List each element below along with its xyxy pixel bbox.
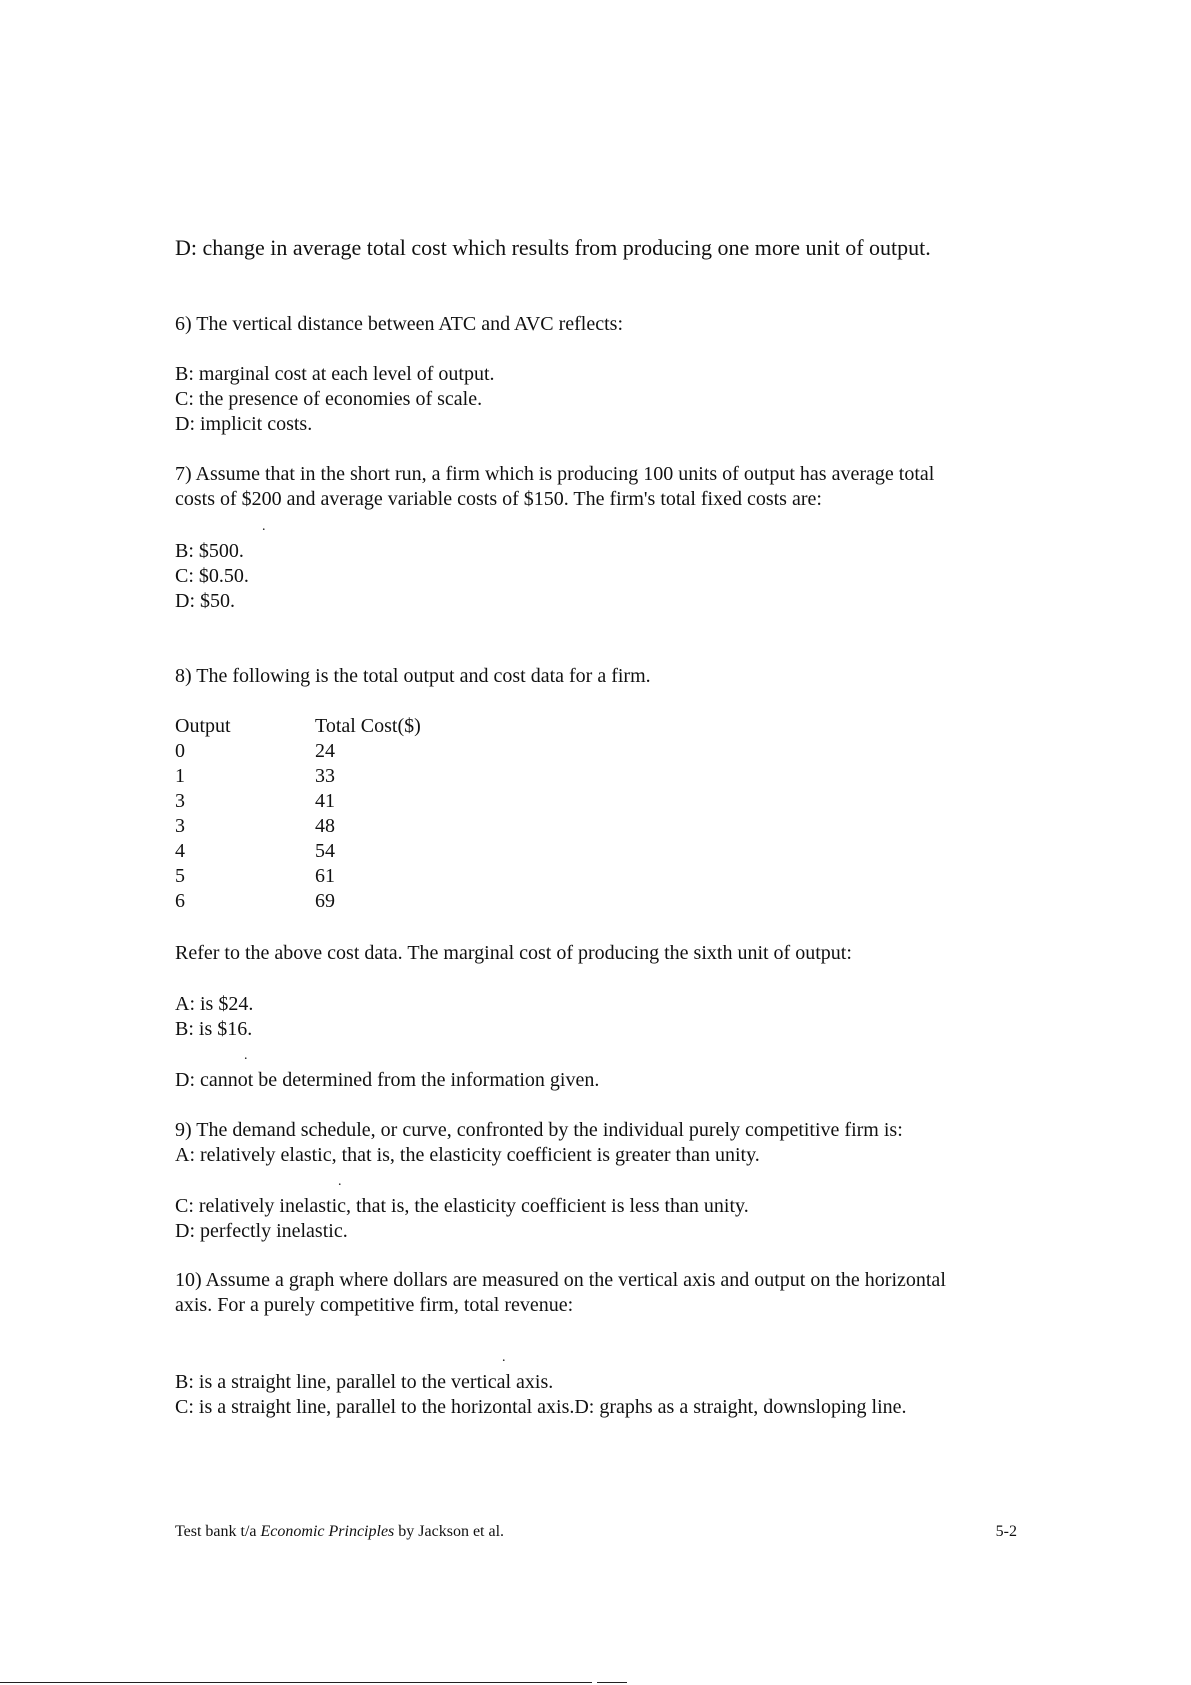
q7-question-line1: 7) Assume that in the short run, a firm which is producing 100 units of output has average total — [175, 463, 935, 485]
q8-option-d: D: cannot be determined from the information given. — [175, 1069, 600, 1091]
q7-option-d: D: $50. — [175, 590, 235, 612]
q8-option-b: B: is $16. — [175, 1018, 253, 1040]
table-cell: 1 — [175, 765, 185, 787]
q5-option-d: D: change in average total cost which results from producing one more unit of output. — [175, 235, 931, 260]
q8-option-a: A: is $24. — [175, 993, 254, 1015]
q9-question: 9) The demand schedule, or curve, confronted by the individual purely competitive firm is: — [175, 1119, 903, 1141]
stray-dot: . — [338, 1174, 342, 1189]
q9-option-a: A: relatively elastic, that is, the elasticity coefficient is greater than unity. — [175, 1144, 760, 1166]
table-header-cell: Output — [175, 715, 231, 737]
q9-option-d: D: perfectly inelastic. — [175, 1220, 348, 1242]
q10-option-b: B: is a straight line, parallel to the vertical axis. — [175, 1371, 554, 1393]
page-footer — [175, 1522, 1017, 1542]
footer-suffix: by Jackson et al. — [394, 1523, 505, 1540]
q8-reference: Refer to the above cost data. The marginal cost of producing the sixth unit of output: — [175, 942, 852, 964]
table-cell: 69 — [315, 890, 335, 912]
table-cell: 33 — [315, 765, 335, 787]
table-cell: 3 — [175, 815, 185, 837]
q6-question: 6) The vertical distance between ATC and AVC reflects: — [175, 313, 624, 335]
q6-option-c: C: the presence of economies of scale. — [175, 388, 483, 410]
q9-option-c: C: relatively inelastic, that is, the elasticity coefficient is less than unity. — [175, 1195, 749, 1217]
table-cell: 4 — [175, 840, 185, 862]
q7-question-line2: costs of $200 and average variable costs of $150. The firm's total fixed costs are: — [175, 488, 822, 510]
q10-option-c-d: C: is a straight line, parallel to the horizontal axis.D: graphs as a straight, downsloping line. — [175, 1396, 907, 1418]
table-cell: 41 — [315, 790, 335, 812]
table-cell: 54 — [315, 840, 335, 862]
stray-dot: . — [262, 519, 266, 534]
q8-question: 8) The following is the total output and cost data for a firm. — [175, 665, 651, 687]
q7-option-c: C: $0.50. — [175, 565, 249, 587]
table-header-cell: Total Cost($) — [315, 715, 421, 737]
table-cell: 3 — [175, 790, 185, 812]
q6-option-b: B: marginal cost at each level of output. — [175, 363, 495, 385]
footer-prefix: Test bank t/a — [175, 1523, 261, 1540]
table-cell: 6 — [175, 890, 185, 912]
footer-book-title: Economic Principles — [260, 1523, 395, 1540]
table-cell: 5 — [175, 865, 185, 887]
q10-question-line2: axis. For a purely competitive firm, total revenue: — [175, 1294, 574, 1316]
stray-dot: . — [502, 1350, 506, 1365]
q6-option-d: D: implicit costs. — [175, 413, 313, 435]
table-cell: 0 — [175, 740, 185, 762]
bottom-rule — [0, 1682, 592, 1683]
page-number: 5-2 — [995, 1523, 1017, 1540]
stray-dot: . — [244, 1048, 248, 1063]
table-cell: 48 — [315, 815, 335, 837]
table-cell: 24 — [315, 740, 335, 762]
table-cell: 61 — [315, 865, 335, 887]
bottom-rule-short — [597, 1682, 627, 1683]
q7-option-b: B: $500. — [175, 540, 244, 562]
q10-question-line1: 10) Assume a graph where dollars are measured on the vertical axis and output on the horizontal — [175, 1269, 946, 1291]
